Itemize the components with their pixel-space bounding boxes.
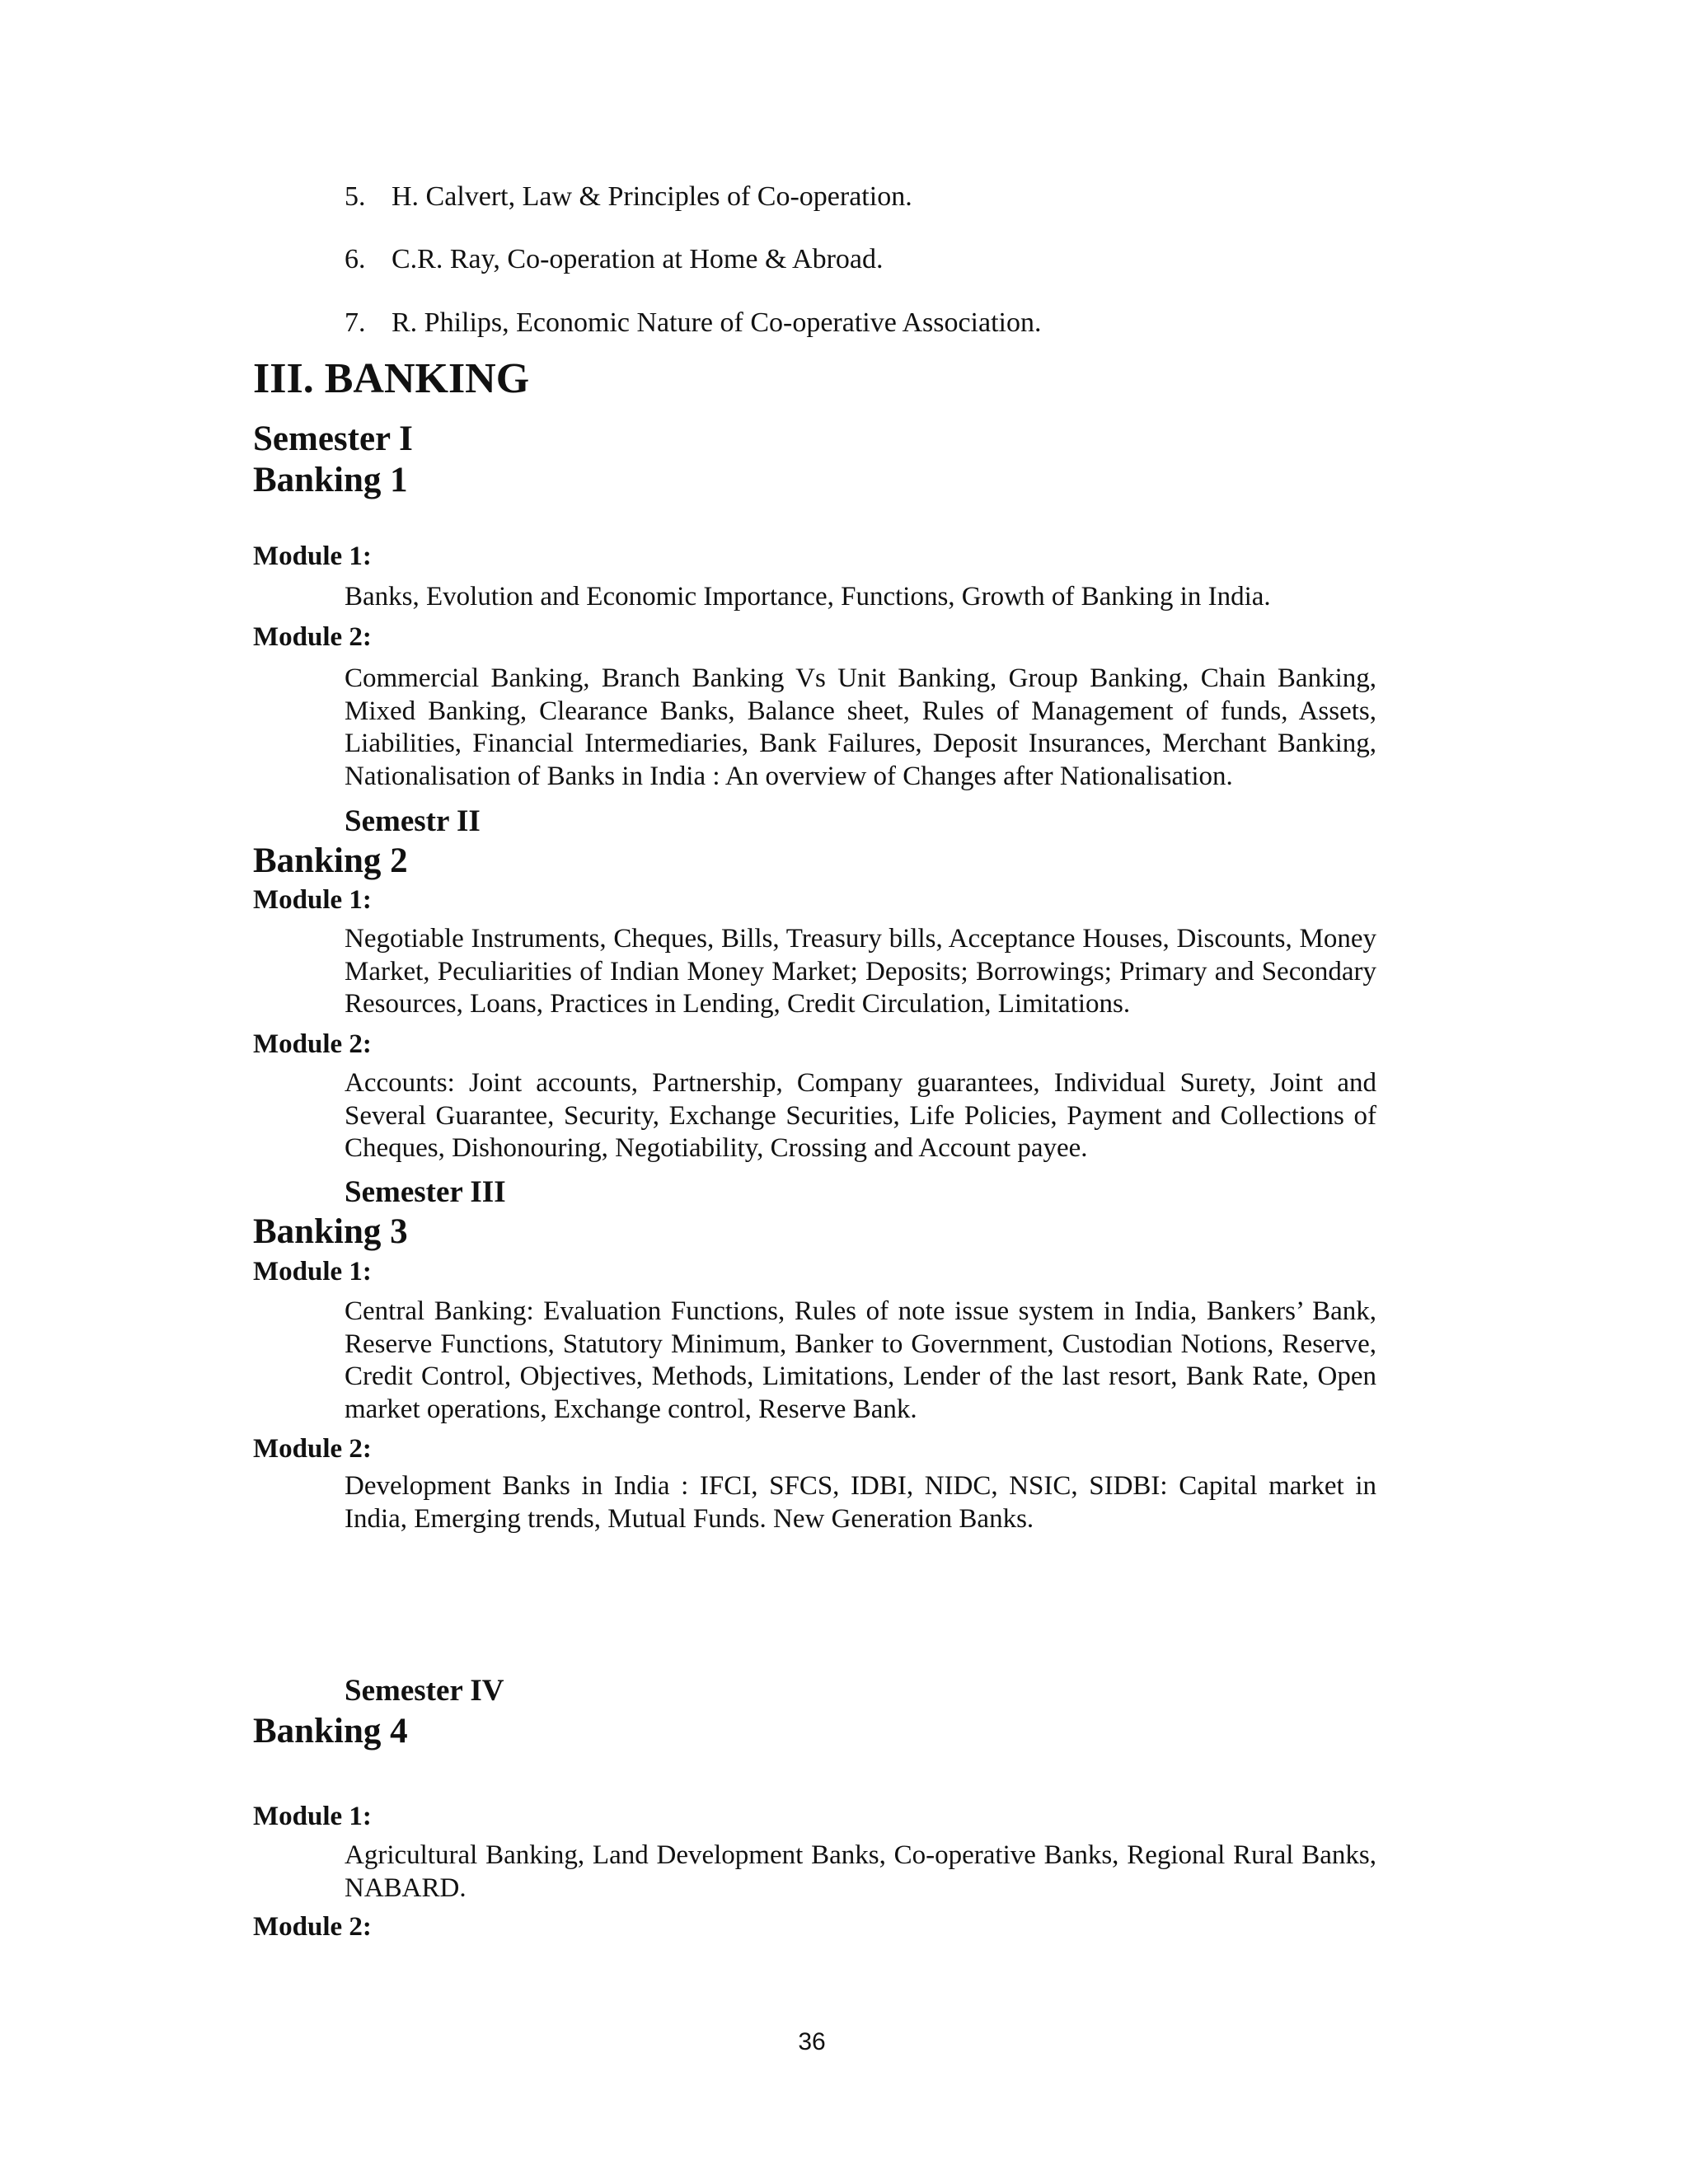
module-label: Module 1: xyxy=(253,1802,372,1831)
module-description: Development Banks in India : IFCI, SFCS, IDBI, NIDC, NSIC, SIDBI: Capital market in India, Emerging trends, Mutual Funds. New Generation Banks. xyxy=(345,1471,1376,1534)
course-heading: Banking 4 xyxy=(253,1712,408,1750)
module-label: Module 1: xyxy=(253,885,372,915)
module-description: Negotiable Instruments, Cheques, Bills, Treasury bills, Acceptance Houses, Discounts, Money Market, Peculiarities of Indian Money Market; Deposits; Borrowings; Primary and Secondary Resources, Loans, Practices in Lending, Credit Circulation, Limitations. xyxy=(345,924,1376,1019)
semester-heading: Semester III xyxy=(345,1175,506,1209)
semester-heading: Semester I xyxy=(253,419,413,458)
course-heading: Banking 3 xyxy=(253,1212,408,1251)
module-description: Commercial Banking, Branch Banking Vs Unit Banking, Group Banking, Chain Banking, Mixed Banking, Clearance Banks, Balance sheet, Rules of Management of funds, Assets, Liabilities, Financial Intermediaries, Bank Failures, Deposit Insurances, Merchant Banking, Nationalisation of Banks in India : An overview of Changes after Nationalisation. xyxy=(345,663,1376,791)
course-heading: Banking 1 xyxy=(253,461,408,499)
module-description: Accounts: Joint accounts, Partnership, Company guarantees, Individual Surety, Joint and Several Guarantee, Security, Exchange Securities, Life Policies, Payment and Collections of Cheques, Dishonouring, Negotiability, Crossing and Account payee. xyxy=(345,1068,1376,1163)
reference-number: 5. xyxy=(345,181,366,212)
section-title: III. BANKING xyxy=(253,355,530,402)
module-label: Module 2: xyxy=(253,622,372,652)
reference-text: R. Philips, Economic Nature of Co-operative Association. xyxy=(392,307,1042,338)
semester-heading: Semester IV xyxy=(345,1674,504,1708)
semester-heading: Semestr II xyxy=(345,804,481,838)
reference-item xyxy=(345,244,883,275)
reference-text: C.R. Ray, Co-operation at Home & Abroad. xyxy=(392,244,884,274)
course-heading: Banking 2 xyxy=(253,841,408,880)
module-label: Module 2: xyxy=(253,1029,372,1059)
reference-item xyxy=(345,307,1041,339)
reference-number: 7. xyxy=(345,307,366,338)
module-label: Module 2: xyxy=(253,1912,372,1942)
reference-number: 6. xyxy=(345,244,366,274)
module-label: Module 1: xyxy=(253,1257,372,1286)
reference-text: H. Calvert, Law & Principles of Co-operation. xyxy=(392,181,912,212)
page-number: 36 xyxy=(798,2028,826,2055)
module-description: Central Banking: Evaluation Functions, Rules of note issue system in India, Bankers’ Bank, Reserve Functions, Statutory Minimum, Banker to Government, Custodian Notions, Reserve, Credit Control, Objectives, Methods, Limitations, Lender of the last resort, Bank Rate, Open market operations, Exchange control, Reserve Bank. xyxy=(345,1296,1376,1424)
module-label: Module 1: xyxy=(253,541,372,571)
reference-item xyxy=(345,181,912,213)
module-description: Agricultural Banking, Land Development Banks, Co-operative Banks, Regional Rural Banks, NABARD. xyxy=(345,1840,1376,1903)
module-description: Banks, Evolution and Economic Importance, Functions, Growth of Banking in India. xyxy=(345,582,1271,612)
module-label: Module 2: xyxy=(253,1434,372,1464)
